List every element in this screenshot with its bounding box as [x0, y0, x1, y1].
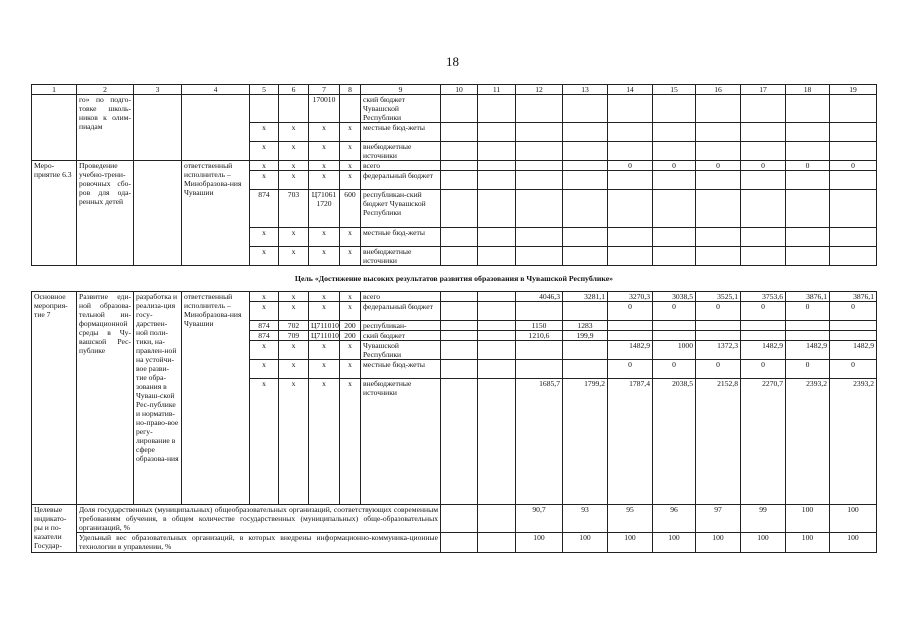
- value-cell: 199,9: [563, 331, 608, 341]
- value-cell: 0: [830, 161, 877, 171]
- measure-purpose: разработка и реализа-ция госу-дарствен-ной поли-тики, на-правлен-ной на устойчи-вое разви-тие обра-зования в Чуваш-ской Рес-публике и норматив-но-право-вое регу-лирование в сфере образова-ния: [134, 292, 182, 505]
- value-cell: 2152,8: [696, 379, 741, 505]
- source-cell: всего: [361, 161, 441, 171]
- cell: x: [250, 247, 279, 266]
- header-cell: 14: [608, 85, 653, 95]
- value-cell: 3270,3: [608, 292, 653, 302]
- value-cell: 1482,9: [786, 341, 830, 360]
- value-cell: 0: [830, 302, 877, 321]
- cell: x: [340, 142, 361, 161]
- measure-name: Развитие еди-ной образова-тельной ин-формационной среды в Чу-вашской Рес-публике: [77, 292, 134, 505]
- source-cell: всего: [361, 292, 441, 302]
- cell: x: [309, 292, 340, 302]
- cell: x: [250, 123, 279, 142]
- value-cell: 0: [741, 360, 786, 379]
- header-cell: 4: [182, 85, 250, 95]
- cell: x: [279, 379, 309, 505]
- cell: x: [250, 379, 279, 505]
- cell: 170010: [309, 95, 340, 123]
- value-cell: 0: [653, 302, 696, 321]
- cell: Ц711010: [309, 331, 340, 341]
- value-cell: 2393,2: [830, 379, 877, 505]
- value-cell: 3876,1: [830, 292, 877, 302]
- value-cell: 0: [696, 360, 741, 379]
- value-cell: 0: [653, 161, 696, 171]
- measure-name: Проведение учебно-трени-ровочных сбо-ров для ода-ренных детей: [77, 161, 134, 266]
- source-cell: внебюджетные источники: [361, 142, 441, 161]
- cell: x: [250, 302, 279, 321]
- cell: x: [340, 228, 361, 247]
- value-cell: 0: [696, 161, 741, 171]
- cell: x: [309, 379, 340, 505]
- cell: x: [279, 161, 309, 171]
- cell: x: [340, 161, 361, 171]
- header-cell: 3: [134, 85, 182, 95]
- cell: x: [309, 142, 340, 161]
- cell: x: [340, 341, 361, 360]
- cell: x: [309, 171, 340, 190]
- goal-row: [32, 266, 877, 292]
- header-cell: 16: [696, 85, 741, 95]
- cell: 600: [340, 190, 361, 228]
- value-cell: 0: [741, 302, 786, 321]
- value-cell: 0: [696, 302, 741, 321]
- header-row: [32, 85, 877, 95]
- value-cell: 100: [563, 533, 608, 553]
- cell: [340, 95, 361, 123]
- table-row: [32, 533, 877, 553]
- source-cell: местные бюд-жеты: [361, 123, 441, 142]
- value-cell: 0: [741, 161, 786, 171]
- table-row: [32, 95, 877, 123]
- value-cell: 3876,1: [786, 292, 830, 302]
- goal-title: Цель «Достижение высоких результатов развития образования в Чувашской Республике»: [32, 266, 877, 292]
- cell-empty: [134, 95, 182, 161]
- value-cell: 100: [516, 533, 563, 553]
- measure-id: Основное мероприя-тие 7: [32, 292, 77, 505]
- page-number: 18: [446, 54, 459, 69]
- value-cell: 1685,7: [516, 379, 563, 505]
- cell-empty: [134, 161, 182, 266]
- value-cell: 1150: [516, 321, 563, 331]
- source-cell: местные бюд-жеты: [361, 228, 441, 247]
- value-cell: 0: [653, 360, 696, 379]
- cell: 200: [340, 321, 361, 331]
- cell: x: [250, 171, 279, 190]
- cell: x: [250, 161, 279, 171]
- cell: x: [279, 360, 309, 379]
- measure-id: Меро-приятие 6.3: [32, 161, 77, 266]
- header-cell: 7: [309, 85, 340, 95]
- value-cell: 95: [608, 505, 653, 533]
- header-cell: 17: [741, 85, 786, 95]
- executor: ответственный исполнитель – Минобразова-ния Чувашии: [182, 161, 250, 266]
- cell: x: [309, 247, 340, 266]
- value-cell: 90,7: [516, 505, 563, 533]
- value-cell: 0: [786, 302, 830, 321]
- cell: x: [309, 228, 340, 247]
- value-cell: 100: [653, 533, 696, 553]
- cell-empty: [182, 95, 250, 161]
- table-row: [32, 161, 877, 171]
- value-cell: 1482,9: [608, 341, 653, 360]
- cell: x: [250, 228, 279, 247]
- value-cell: 0: [608, 302, 653, 321]
- cell: x: [309, 123, 340, 142]
- header-cell: 15: [653, 85, 696, 95]
- source-cell: местные бюд-жеты: [361, 360, 441, 379]
- cell: x: [279, 341, 309, 360]
- value-cell: 1283: [563, 321, 608, 331]
- value-cell: 0: [786, 161, 830, 171]
- cell: Ц711010: [309, 321, 340, 331]
- table-row: [32, 505, 877, 533]
- header-cell: 12: [516, 85, 563, 95]
- cell: x: [340, 247, 361, 266]
- cell: x: [340, 302, 361, 321]
- value-cell: 100: [741, 533, 786, 553]
- header-cell: 13: [563, 85, 608, 95]
- cell: x: [250, 360, 279, 379]
- value-cell: 1482,9: [741, 341, 786, 360]
- cell: x: [309, 341, 340, 360]
- cell: x: [279, 171, 309, 190]
- cell: x: [279, 247, 309, 266]
- header-cell: 11: [478, 85, 516, 95]
- source-cell: республикан-ский бюджет Чувашской Республики: [361, 190, 441, 228]
- executor: ответственный исполнитель – Минобразова-ния Чувашии: [182, 292, 250, 505]
- cell: 703: [279, 190, 309, 228]
- indicator-text: Удельный вес образовательных организаций, в которых внедрены информационно-коммуника-ционные технологии в управлении, %: [77, 533, 441, 553]
- value-cell: 3525,1: [696, 292, 741, 302]
- source-cell: внебюджетные источники: [361, 379, 441, 505]
- cell: x: [309, 302, 340, 321]
- value-cell: 100: [830, 533, 877, 553]
- cell: x: [279, 228, 309, 247]
- value-cell: 99: [741, 505, 786, 533]
- value-cell: [563, 302, 608, 321]
- value-cell: 2393,2: [786, 379, 830, 505]
- cell: x: [340, 360, 361, 379]
- value-cell: 3281,1: [563, 292, 608, 302]
- indicator-text: Доля государственных (муниципальных) общеобразовательных организаций, соответствующих современным требованиям обучения, в общем количестве государственных (муниципальных) обще-образовательных организаций, %: [77, 505, 441, 533]
- source-cell: республикан-: [361, 321, 441, 331]
- header-cell: 9: [361, 85, 441, 95]
- source-cell: внебюджетные источники: [361, 247, 441, 266]
- cell: x: [279, 123, 309, 142]
- cell: x: [279, 292, 309, 302]
- budget-table: [31, 84, 877, 553]
- cell: x: [250, 341, 279, 360]
- cell: x: [340, 123, 361, 142]
- value-cell: 1482,9: [830, 341, 877, 360]
- value-cell: 100: [786, 533, 830, 553]
- source-cell: федеральный бюджет: [361, 302, 441, 321]
- table-row: [32, 292, 877, 302]
- cell-empty: [32, 95, 77, 161]
- header-cell: 18: [786, 85, 830, 95]
- cell: 874: [250, 321, 279, 331]
- value-cell: 0: [786, 360, 830, 379]
- cell: Ц71061 1720: [309, 190, 340, 228]
- source-cell: Чувашской Республики: [361, 341, 441, 360]
- value-cell: 4046,3: [516, 292, 563, 302]
- header-cell: 10: [441, 85, 478, 95]
- header-cell: 5: [250, 85, 279, 95]
- cell: 874: [250, 190, 279, 228]
- header-cell: 6: [279, 85, 309, 95]
- value-cell: 1787,4: [608, 379, 653, 505]
- cell: 709: [279, 331, 309, 341]
- value-cell: 0: [608, 360, 653, 379]
- value-cell: 3038,5: [653, 292, 696, 302]
- value-cell: 93: [563, 505, 608, 533]
- cell: x: [309, 161, 340, 171]
- value-cell: 0: [830, 360, 877, 379]
- cell: x: [250, 292, 279, 302]
- cell: x: [279, 142, 309, 161]
- cell: x: [340, 379, 361, 505]
- cell: x: [340, 292, 361, 302]
- cell: [279, 95, 309, 123]
- value-cell: 1799,2: [563, 379, 608, 505]
- value-cell: 1000: [653, 341, 696, 360]
- value-cell: 1372,3: [696, 341, 741, 360]
- value-cell: 100: [786, 505, 830, 533]
- source-cell: ский бюджет Чувашской Республики: [361, 95, 441, 123]
- cell: 874: [250, 331, 279, 341]
- header-cell: 1: [32, 85, 77, 95]
- measure-name: го» по подго-товке школь-ников к олим-пиадам: [77, 95, 134, 161]
- value-cell: 2270,7: [741, 379, 786, 505]
- value-cell: 100: [830, 505, 877, 533]
- value-cell: 100: [608, 533, 653, 553]
- header-cell: 2: [77, 85, 134, 95]
- cell: x: [250, 142, 279, 161]
- header-cell: 19: [830, 85, 877, 95]
- value-cell: 0: [608, 161, 653, 171]
- value-cell: 97: [696, 505, 741, 533]
- indicators-label: Целевые индикато-ры и по-казатели Государ-: [32, 505, 77, 553]
- source-cell: федеральный бюджет: [361, 171, 441, 190]
- value-cell: 100: [696, 533, 741, 553]
- cell: x: [279, 302, 309, 321]
- cell: [250, 95, 279, 123]
- value-cell: [516, 302, 563, 321]
- value-cell: 1210,6: [516, 331, 563, 341]
- cell: 702: [279, 321, 309, 331]
- value-cell: 96: [653, 505, 696, 533]
- cell: 200: [340, 331, 361, 341]
- header-cell: 8: [340, 85, 361, 95]
- value-cell: 2038,5: [653, 379, 696, 505]
- value-cell: 3753,6: [741, 292, 786, 302]
- cell: x: [309, 360, 340, 379]
- source-cell: ский бюджет: [361, 331, 441, 341]
- cell: x: [340, 171, 361, 190]
